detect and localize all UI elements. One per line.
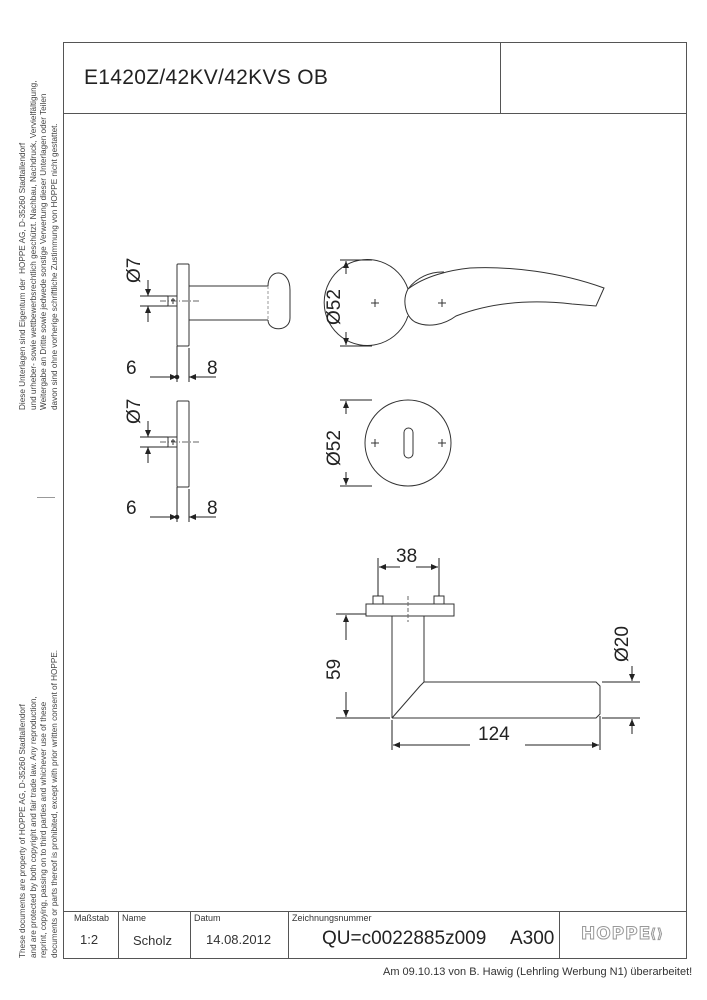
drawing-title: E1420Z/42KV/42KVS OB [84,66,329,89]
front-view-rose [365,400,451,486]
dim-label-d52-bottom: Ø52 [324,430,345,466]
hoppe-logo-mark-icon: ⟨⟩ [650,927,664,942]
dim-label-d20: Ø20 [612,626,633,662]
top-view-handle [366,596,600,718]
sheet-format: A300 [510,928,555,949]
name-label: Name [122,913,147,923]
scale-value: 1:2 [80,932,99,947]
drawing-number-value: QU=c0022885z009 [322,928,487,949]
dim-label-6-top: 6 [126,358,137,379]
dim-label-124: 124 [478,724,510,745]
dim-label-d52-top: Ø52 [324,289,345,325]
hoppe-logo: HOPPE [581,924,652,944]
dim-label-8-bottom: 8 [207,498,218,519]
dim-label-38: 38 [396,546,418,567]
copyright-notice-de: Diese Unterlagen sind Eigentum der HOPPE AG, D-35260 Stadtallendorf und urheber- sowie wettbewerbsrechtlich geschützt. Nachbau, Nachdruck, Vervielfältigung, Weitergabe an Dritte sowie jedwede sonstige Verwertung dieser Unterlagen oder Teilen davon sind ohne vorherige schriftliche Zustimmung von HOPPE nicht gestattet. [18,80,59,410]
date-label: Datum [194,913,221,923]
side-view-handle [160,264,290,346]
tb-divider-1 [118,911,119,959]
dim-label-6-bottom: 6 [126,498,137,519]
scale-label: Maßstab [74,913,110,923]
tb-divider-4 [559,911,560,959]
tb-divider-2 [190,911,191,959]
revision-note: Am 09.10.13 von B. Hawig (Lehrling Werbung N1) überarbeitet! [383,966,693,978]
copyright-notice-en: These documents are property of HOPPE AG, D-35260 Stadtallendorf and are protected by both copyright and fair trade law. Any reproduction, reprint, copying, passing on to third parties and whichever use of these documents or parts thereof is prohibited, except with prior written consent of HOPPE. [18,649,59,958]
dim-label-d7-bottom: Ø7 [124,398,145,424]
dim-label-d7-top: Ø7 [124,257,145,283]
name-value: Scholz [133,933,173,948]
drawing-number-label: Zeichnungsnummer [292,913,372,923]
front-view-handle [324,260,604,346]
tb-divider-3 [288,911,289,959]
dimension-d20 [602,666,640,734]
dim-label-8-top: 8 [207,358,218,379]
side-view-rose [160,401,200,487]
date-value: 14.08.2012 [206,932,272,947]
dim-label-59: 59 [324,658,345,680]
